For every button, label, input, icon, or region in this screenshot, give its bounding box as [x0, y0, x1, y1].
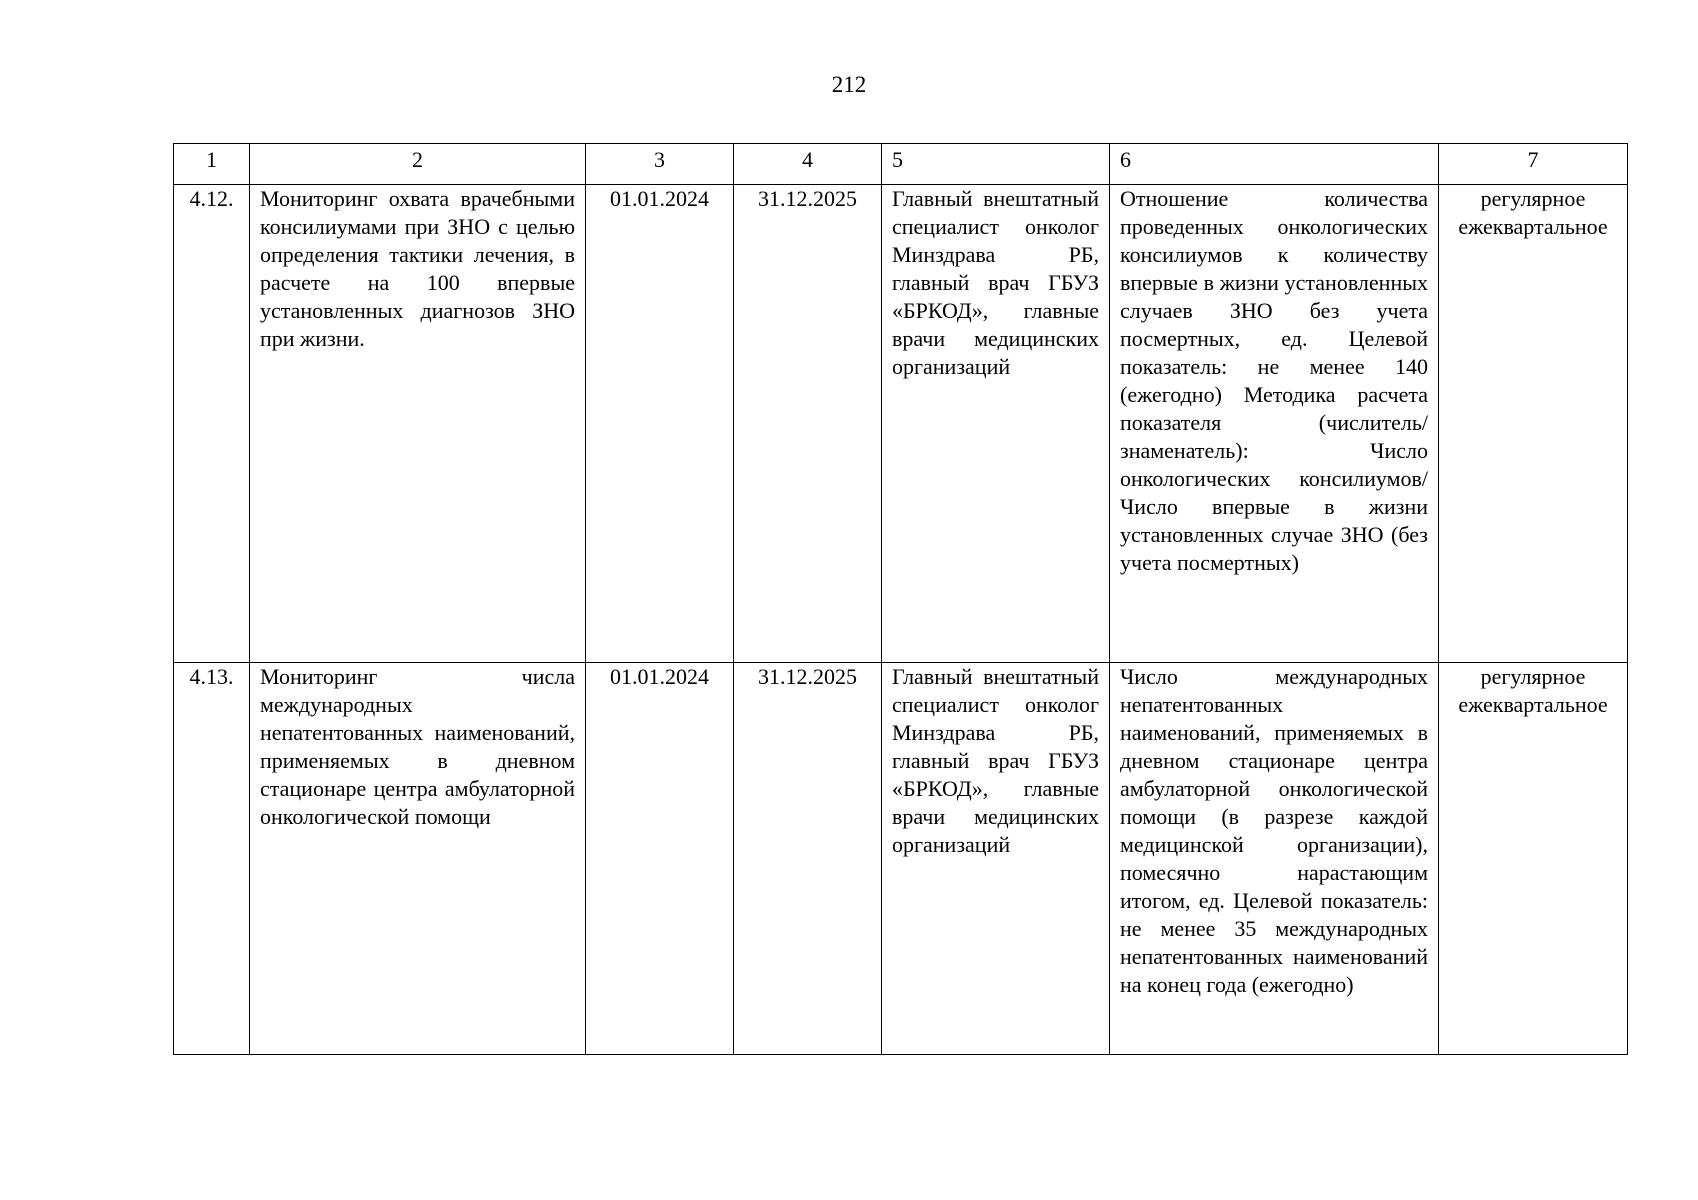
event-cell: Мониторинг числа международных непатентованных наименований, применяемых в дневном стационаре центра амбулаторной онкологической помощи: [250, 663, 586, 1055]
end-date-cell: 31.12.2025: [734, 185, 882, 663]
indicator-cell: Отношение количества проведенных онкологических консилиумов к количеству впервые в жизни установленных случаев ЗНО без учета посмертных, ед. Целевой показатель: не менее 140 (ежегодно) Методика расчета показателя (числитель/знаменатель): Число онкологических консилиумов/Число впервые в жизни установленных случае ЗНО (без учета посмертных): [1110, 185, 1439, 663]
event-cell: Мониторинг охвата врачебными консилиумами при ЗНО с целью определения тактики лечения, в расчете на 100 впервые установленных диагнозов ЗНО при жизни.: [250, 185, 586, 663]
responsible-cell: Главный внештатный специалист онколог Минздрава РБ, главный врач ГБУЗ «БРКОД», главные врачи медицинских организаций: [882, 185, 1110, 663]
start-date-cell: 01.01.2024: [586, 663, 734, 1055]
header-col-5: 5: [882, 144, 1110, 185]
header-col-2: 2: [250, 144, 586, 185]
indicator-cell: Число международных непатентованных наименований, применяемых в дневном стационаре центра амбулаторной онкологической помощи (в разрезе каждой медицинской организации), помесячно нарастающим итогом, ед. Целевой показатель: не менее 35 международных непатентованных наименований на конец года (ежегодно): [1110, 663, 1439, 1055]
plan-table: [173, 143, 1628, 1055]
start-date-cell: 01.01.2024: [586, 185, 734, 663]
header-col-4: 4: [734, 144, 882, 185]
row-number: 4.12.: [174, 185, 250, 663]
header-col-3: 3: [586, 144, 734, 185]
page-number: 212: [831, 72, 867, 97]
responsible-cell: Главный внештатный специалист онколог Минздрава РБ, главный врач ГБУЗ «БРКОД», главные врачи медицинских организаций: [882, 663, 1110, 1055]
end-date-cell: 31.12.2025: [734, 663, 882, 1055]
table-header-row: [174, 144, 1628, 185]
table-row: [174, 185, 1628, 663]
header-col-6: 6: [1110, 144, 1439, 185]
header-col-1: 1: [174, 144, 250, 185]
periodicity-cell: регулярное ежеквартальное: [1439, 185, 1628, 663]
row-number: 4.13.: [174, 663, 250, 1055]
header-col-7: 7: [1439, 144, 1628, 185]
table-row: [174, 663, 1628, 1055]
periodicity-cell: регулярное ежеквартальное: [1439, 663, 1628, 1055]
